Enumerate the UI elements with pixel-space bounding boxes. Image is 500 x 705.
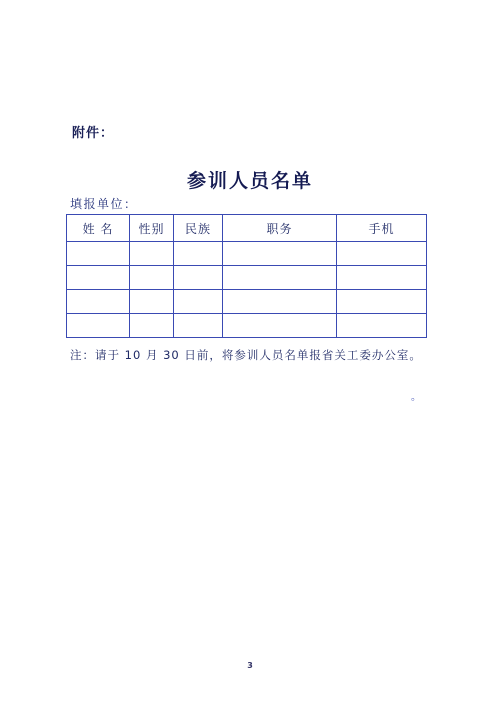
table-cell xyxy=(174,242,223,266)
table-cell xyxy=(337,242,427,266)
page-title: 参训人员名单 xyxy=(186,170,313,192)
page-number: 3 xyxy=(247,661,253,670)
table-cell xyxy=(67,242,130,266)
column-header-name: 姓 名 xyxy=(67,215,130,242)
table-cell xyxy=(174,314,223,338)
table-cell xyxy=(223,290,337,314)
table-cell xyxy=(130,266,174,290)
table-cell xyxy=(67,266,130,290)
table-cell xyxy=(67,314,130,338)
reporting-unit-label: 填报单位： xyxy=(70,197,138,211)
table-cell xyxy=(67,290,130,314)
table-cell xyxy=(337,314,427,338)
table-cell xyxy=(130,242,174,266)
column-header-position: 职务 xyxy=(223,215,337,242)
column-header-mobile: 手机 xyxy=(337,215,427,242)
table-cell xyxy=(223,242,337,266)
table-cell xyxy=(174,266,223,290)
table-header-row xyxy=(67,215,427,242)
table-cell xyxy=(337,266,427,290)
table-row xyxy=(67,290,427,314)
column-header-ethnicity: 民族 xyxy=(174,215,223,242)
column-header-gender: 性别 xyxy=(130,215,174,242)
table-row xyxy=(67,266,427,290)
table-cell xyxy=(223,314,337,338)
attachment-label: 附件： xyxy=(72,126,115,141)
trainee-roster-table xyxy=(66,214,427,338)
table-cell xyxy=(130,314,174,338)
table-cell xyxy=(223,266,337,290)
table-cell xyxy=(337,290,427,314)
table-cell xyxy=(174,290,223,314)
table-row xyxy=(67,242,427,266)
stray-punctuation-mark: 。 xyxy=(411,392,421,403)
table-cell xyxy=(130,290,174,314)
table-row xyxy=(67,314,427,338)
submission-note: 注：请于 10 月 30 日前，将参训人员名单报省关工委办公室。 xyxy=(70,348,422,362)
